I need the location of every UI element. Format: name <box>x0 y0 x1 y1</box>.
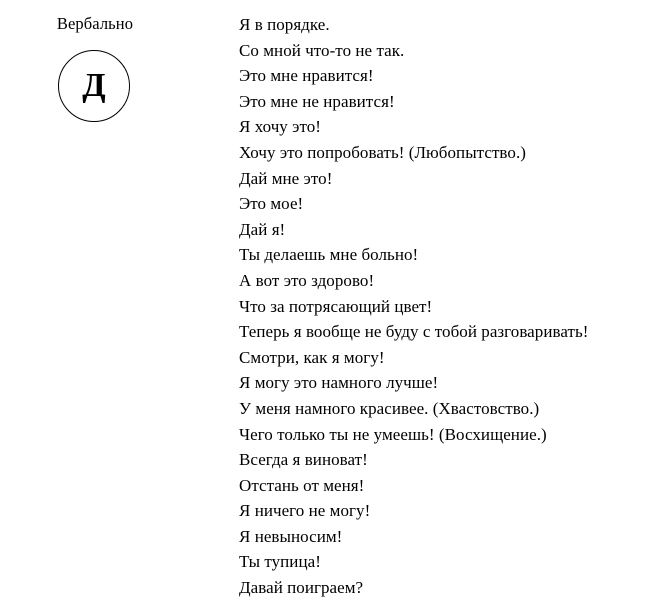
phrase-line: Что за потрясающий цвет! <box>239 296 433 316</box>
phrase-line: Я ничего не могу! <box>239 501 371 521</box>
phrase-line: Это мне не нравится! <box>239 91 395 111</box>
phrase-line: Дай мне это! <box>239 168 333 188</box>
phrase-line: Дай я! <box>239 219 286 239</box>
category-badge <box>58 50 130 122</box>
category-column <box>0 0 200 613</box>
phrase-line: У меня намного красивее. (Хвастовство.) <box>239 398 540 418</box>
phrase-line: Я в порядке. <box>239 15 330 34</box>
phrase-line: Ты делаешь мне больно! <box>239 245 419 265</box>
phrase-line: Это мое! <box>239 194 304 214</box>
phrase-line: Это мне нравится! <box>239 66 374 86</box>
phrase-list <box>239 12 651 601</box>
phrase-line: Я могу это намного лучше! <box>239 373 439 393</box>
phrase-line: Давай поиграем? <box>239 578 364 598</box>
phrase-line: Всегда я виноват! <box>239 450 368 470</box>
phrase-line: Ты тупица! <box>239 552 321 572</box>
phrase-line: Чего только ты не умеешь! (Восхищение.) <box>239 424 547 444</box>
phrase-line: Хочу это попробовать! (Любопытство.) <box>239 142 526 162</box>
phrase-line: Я невыносим! <box>239 526 343 546</box>
phrase-line: А вот это здорово! <box>239 270 375 290</box>
phrase-line: Я хочу это! <box>239 117 322 137</box>
badge-letter: Д <box>82 66 106 104</box>
category-label: Вербально <box>56 14 134 33</box>
phrase-line: Отстань от меня! <box>239 475 365 495</box>
phrase-line: Смотри, как я могу! <box>239 347 385 367</box>
phrase-line: Теперь я вообще не буду с тобой разговаривать! <box>239 322 589 342</box>
phrase-line: Со мной что-то не так. <box>239 40 405 60</box>
